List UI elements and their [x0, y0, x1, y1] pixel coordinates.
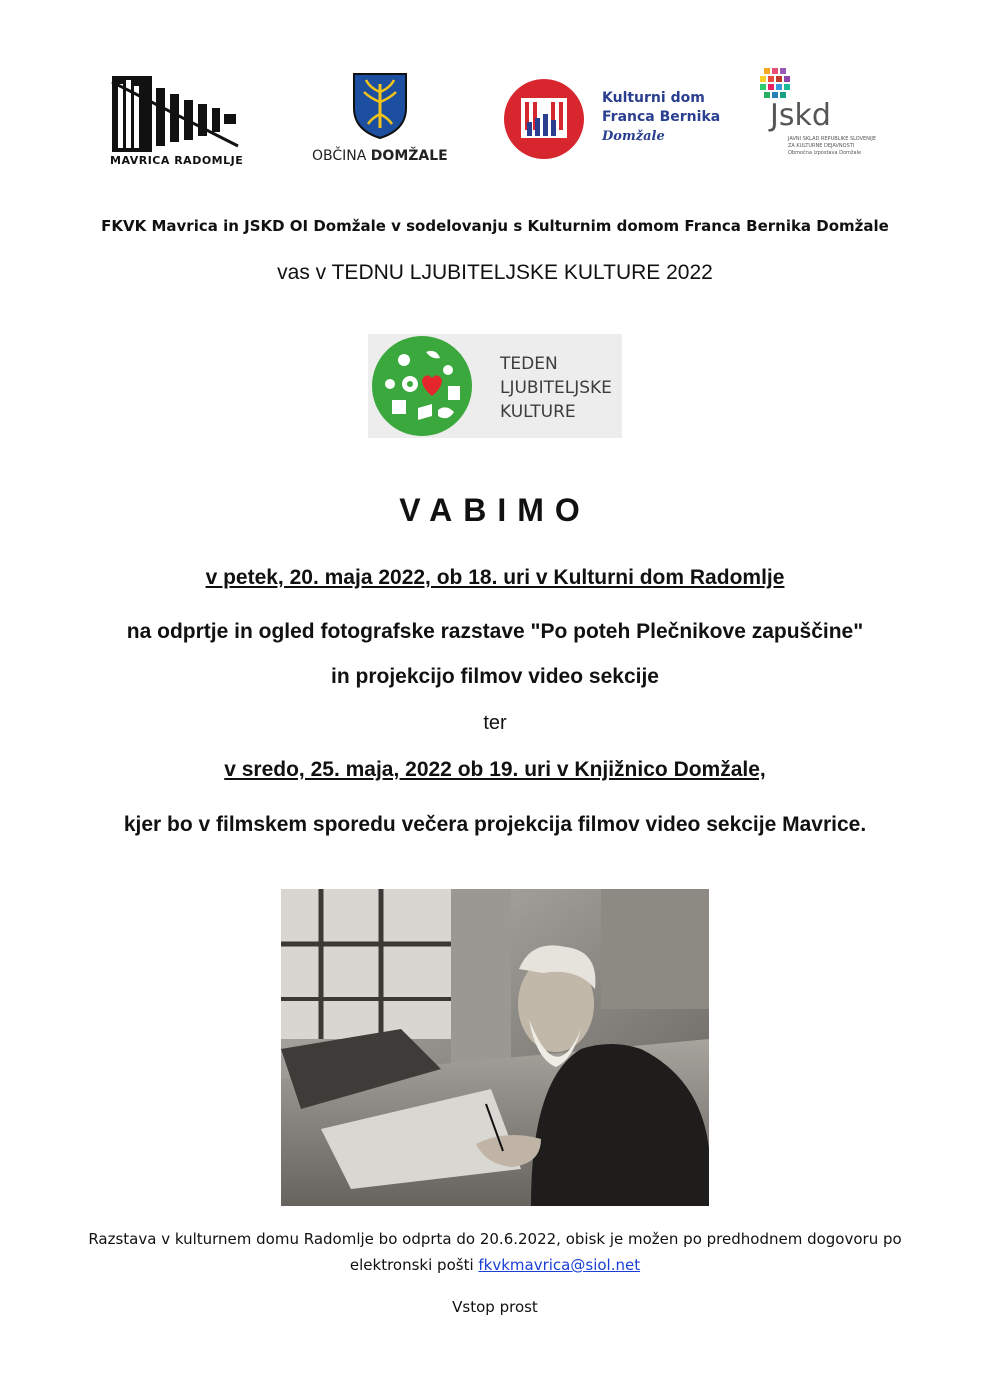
tlk-line2: LJUBITELJSKE: [500, 378, 612, 398]
mavrica-logo-mark-icon: [110, 74, 240, 154]
footer-entry-free: Vstop prost: [452, 1298, 538, 1316]
connector-ter: ter: [483, 712, 507, 734]
jskd-tagline3: Območna izpostava Domžale: [788, 150, 862, 156]
tlk-line1: TEDEN: [500, 354, 558, 374]
tlk-line3: KULTURE: [500, 402, 576, 422]
event1-description-1: na odprtje in ogled fotografske razstave "Po poteh Plečnikove zapuščine": [126, 620, 864, 643]
teden-ljubiteljske-kulture-logo: [368, 334, 622, 438]
jskd-tagline1: JAVNI SKLAD REPUBLIKE SLOVENIJE: [788, 136, 877, 142]
tlk-green-circle-icon: [370, 334, 474, 438]
obcina-caption-prefix: OBČINA: [312, 148, 367, 164]
mavrica-logo-caption: MAVRICA RADOMLJE: [110, 154, 244, 167]
obcina-domzale-logo: [310, 70, 450, 170]
footer-contact-line: [0, 1256, 990, 1274]
kd-line3: Domžale: [602, 129, 665, 144]
kulturni-dom-mark-icon: [503, 78, 585, 160]
portrait-photo-image: [281, 889, 709, 1206]
heading-vabimo: VABIMO: [399, 492, 591, 528]
obcina-caption-bold: DOMŽALE: [370, 148, 448, 164]
obcina-coat-of-arms-icon: [350, 70, 410, 140]
footer-contact-text: elektronski pošti: [349, 1256, 479, 1274]
kd-line1: Kulturni dom: [602, 90, 705, 106]
kd-line2: Franca Bernika: [602, 109, 721, 125]
plecnik-portrait-photo: [281, 889, 709, 1206]
event1-date-place: v petek, 20. maja 2022, ob 18. uri v Kulturni dom Radomlje: [205, 566, 785, 589]
subtitle-text: vas v TEDNU LJUBITELJSKE KULTURE 2022: [277, 261, 713, 284]
event2-date-place: v sredo, 25. maja, 2022 ob 19. uri v Knjižnico Domžale,: [224, 758, 766, 781]
jskd-wordmark: Jskd: [770, 98, 831, 133]
jskd-logo: [758, 68, 877, 162]
jskd-tagline2: ZA KULTURNE DEJAVNOSTI: [788, 143, 855, 149]
kulturni-dom-logo: [503, 78, 721, 160]
event1-description-2: in projekcijo filmov video sekcije: [331, 665, 659, 688]
intro-text: FKVK Mavrica in JSKD OI Domžale v sodelovanju s Kulturnim domom Franca Bernika Domžale: [101, 217, 889, 235]
footer-exhibition-info: Razstava v kulturnem domu Radomlje bo odprta do 20.6.2022, obisk je možen po predhodnem dogovoru po: [88, 1230, 902, 1248]
event2-description: kjer bo v filmskem sporedu večera projekcija filmov video sekcije Mavrice.: [123, 813, 867, 836]
mavrica-radomlje-logo: [110, 74, 244, 170]
email-link[interactable]: fkvkmavrica@siol.net: [478, 1256, 641, 1274]
